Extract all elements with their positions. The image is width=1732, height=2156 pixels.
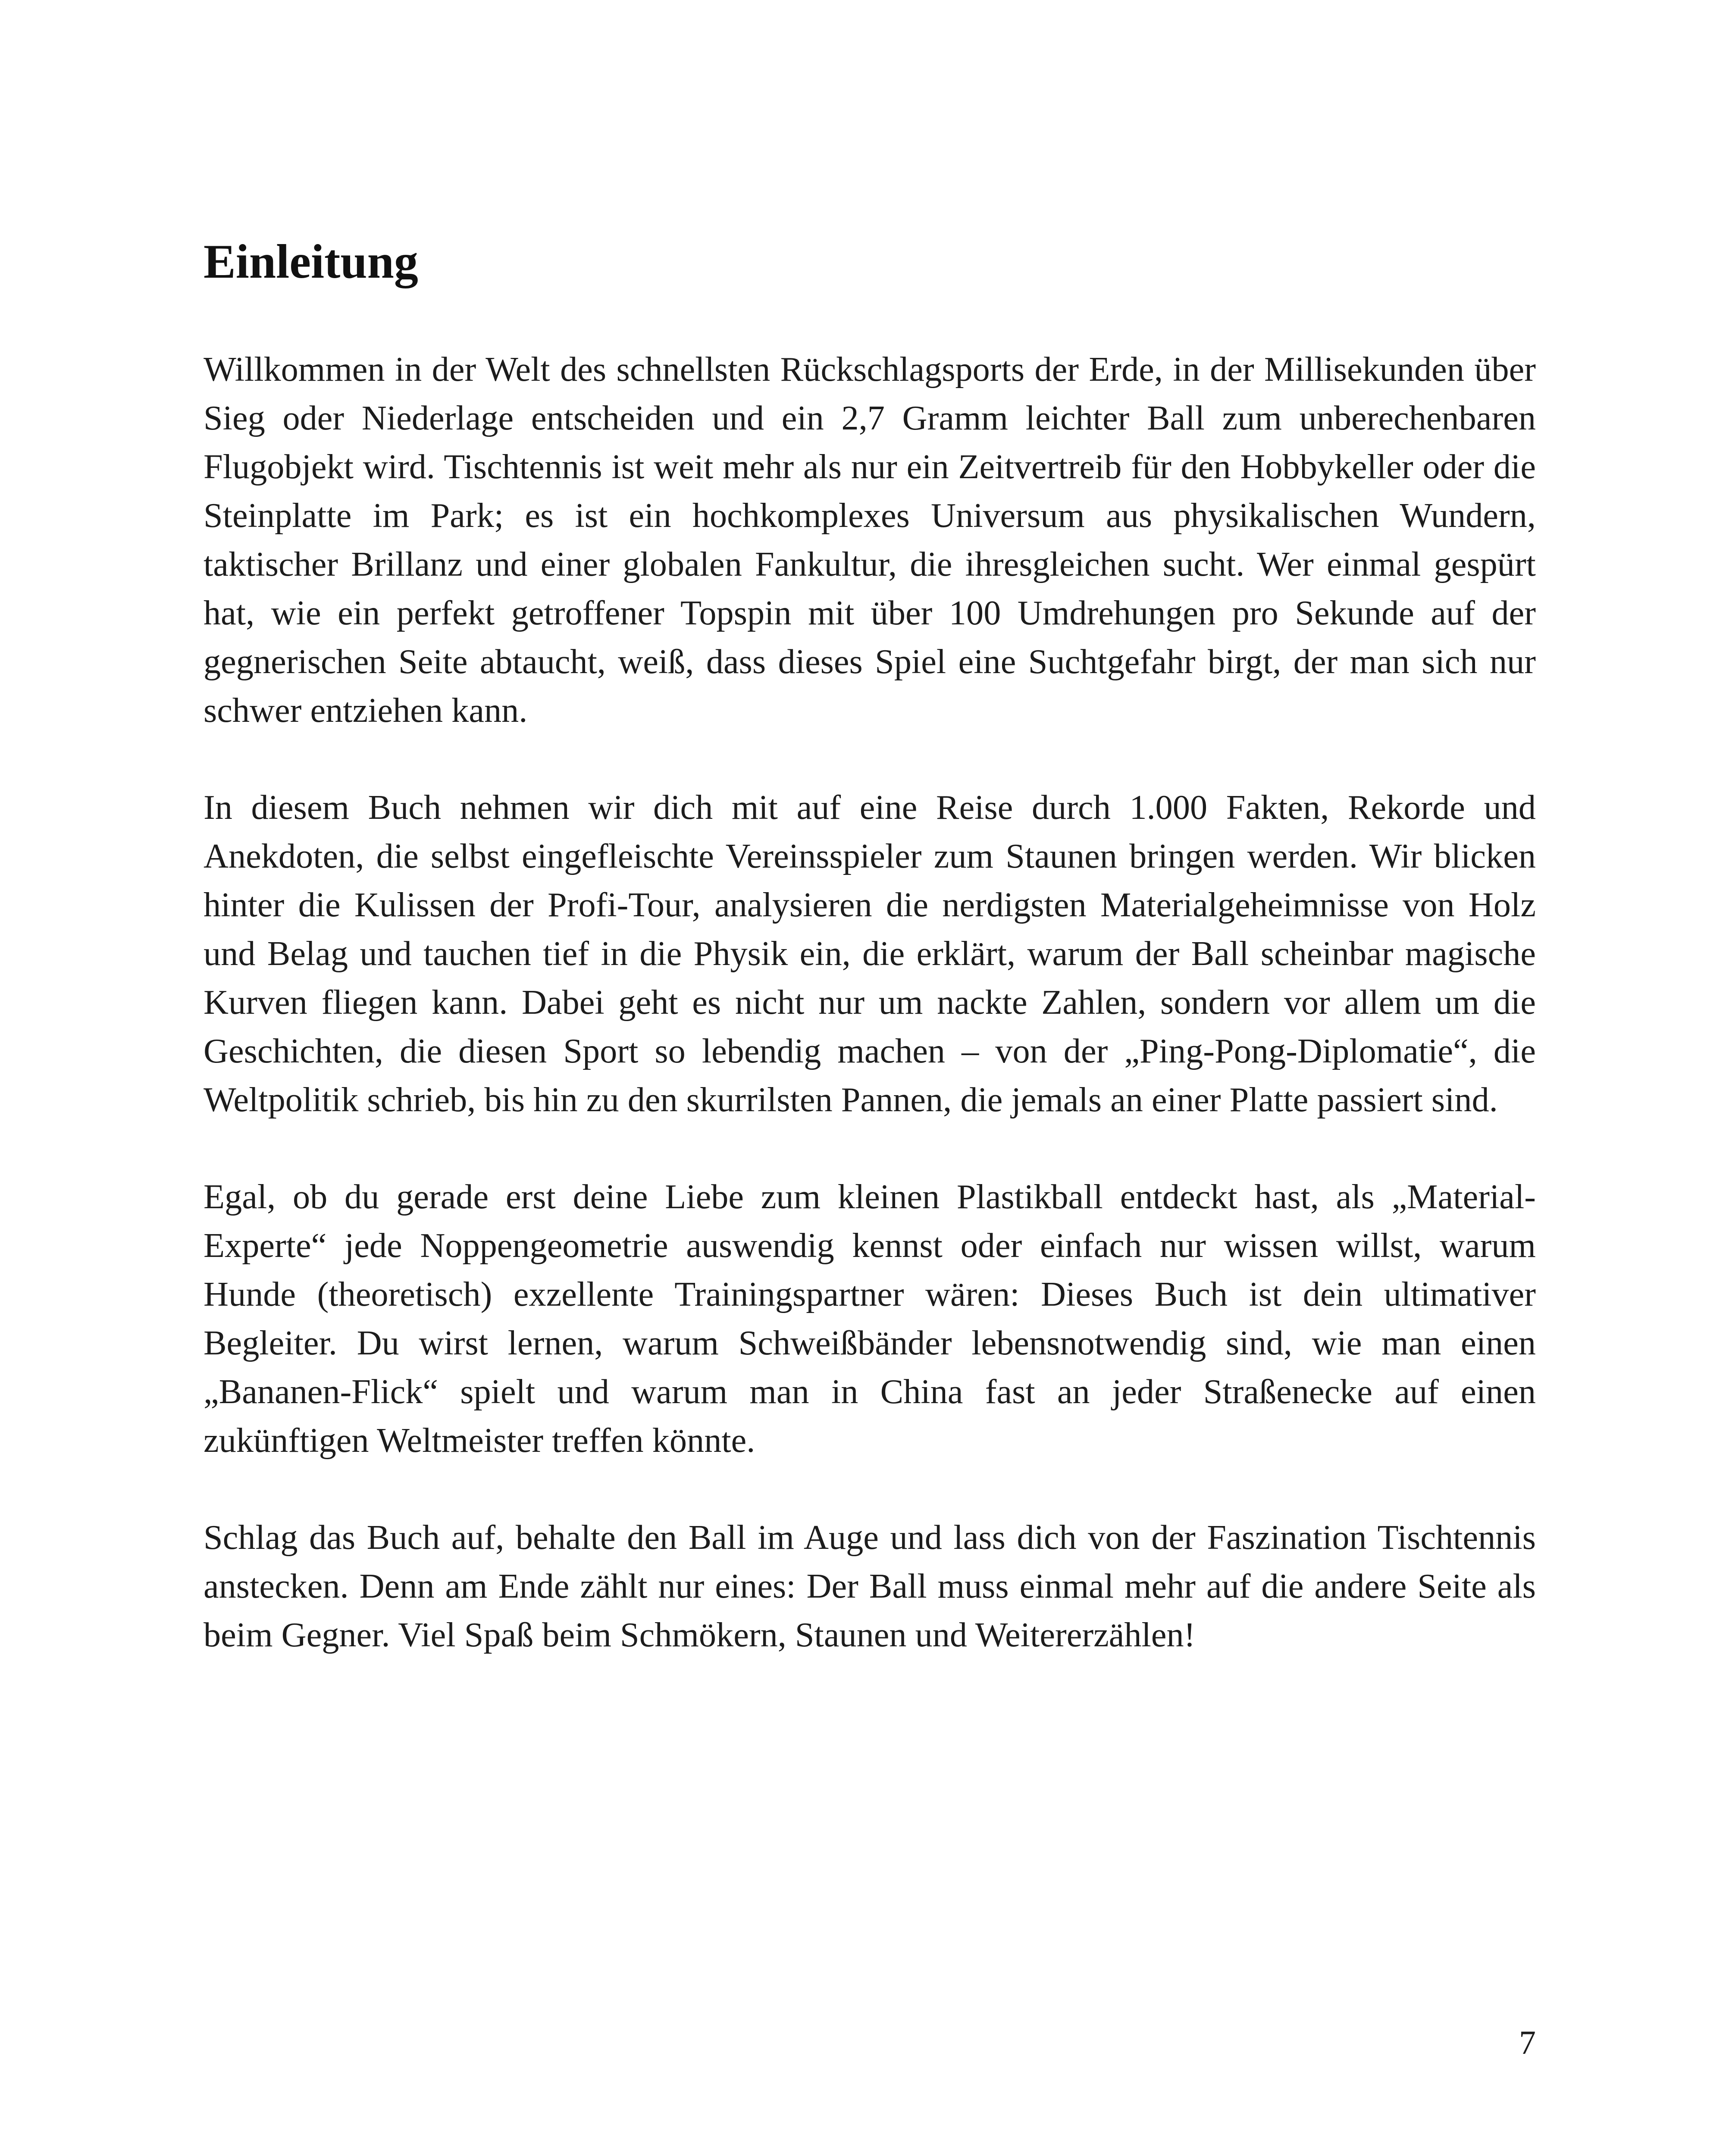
- body-text: [204, 345, 1536, 1708]
- paragraph-1: Willkommen in der Welt des schnellsten Rückschlagsports der Erde, in der Millisekunden über Sieg oder Niederlage entscheiden und ein 2,7 Gramm leichter Ball zum unberechenbaren Flugobjekt wird. Tischtennis ist weit mehr als nur ein Zeitvertreib für den Hobbykeller oder die Steinplatte im Park; es ist ein hochkomplexes Universum aus physikalischen Wundern, taktischer Brillanz und einer globalen Fankultur, die ihresgleichen sucht. Wer einmal gespürt hat, wie ein perfekt getroffener Topspin mit über 100 Umdrehungen pro Sekunde auf der gegnerischen Seite abtaucht, weiß, dass dieses Spiel eine Suchtgefahr birgt, der man sich nur schwer entziehen kann.: [204, 350, 1536, 730]
- paragraph-2: In diesem Buch nehmen wir dich mit auf eine Reise durch 1.000 Fakten, Rekorde und Anekdoten, die selbst eingefleischte Vereinsspieler zum Staunen bringen werden. Wir blicken hinter die Kulissen der Profi-Tour, analysieren die nerdigsten Materialgeheimnisse von Holz und Belag und tauchen tief in die Physik ein, die erklärt, warum der Ball scheinbar magische Kurven fliegen kann. Dabei geht es nicht nur um nackte Zahlen, sondern vor allem um die Geschichten, die diesen Sport so lebendig machen – von der „Ping-Pong-Diplomatie“, die Weltpolitik schrieb, bis hin zu den skurrilsten Pannen, die jemals an einer Platte passiert sind.: [204, 788, 1536, 1119]
- chapter-heading: Einleitung: [204, 235, 418, 288]
- paragraph-4: Schlag das Buch auf, behalte den Ball im Auge und lass dich von der Faszination Tischtennis anstecken. Denn am Ende zählt nur eines: Der Ball muss einmal mehr auf die andere Seite als beim Gegner. Viel Spaß beim Schmökern, Staunen und Weitererzählen!: [204, 1518, 1536, 1654]
- paragraph-3: Egal, ob du gerade erst deine Liebe zum kleinen Plastikball entdeckt hast, als „Material-Experte“ jede Noppengeometrie auswendig kennst oder einfach nur wissen willst, warum Hunde (theoretisch) exzellente Trainingspartner wären: Dieses Buch ist dein ultimativer Begleiter. Du wirst lernen, warum Schweißbänder lebensnotwendig sind, wie man einen „Bananen-Flick“ spielt und warum man in China fast an jeder Straßenecke auf einen zukünftigen Weltmeister treffen könnte.: [204, 1178, 1536, 1460]
- page-number: 7: [1519, 2024, 1536, 2061]
